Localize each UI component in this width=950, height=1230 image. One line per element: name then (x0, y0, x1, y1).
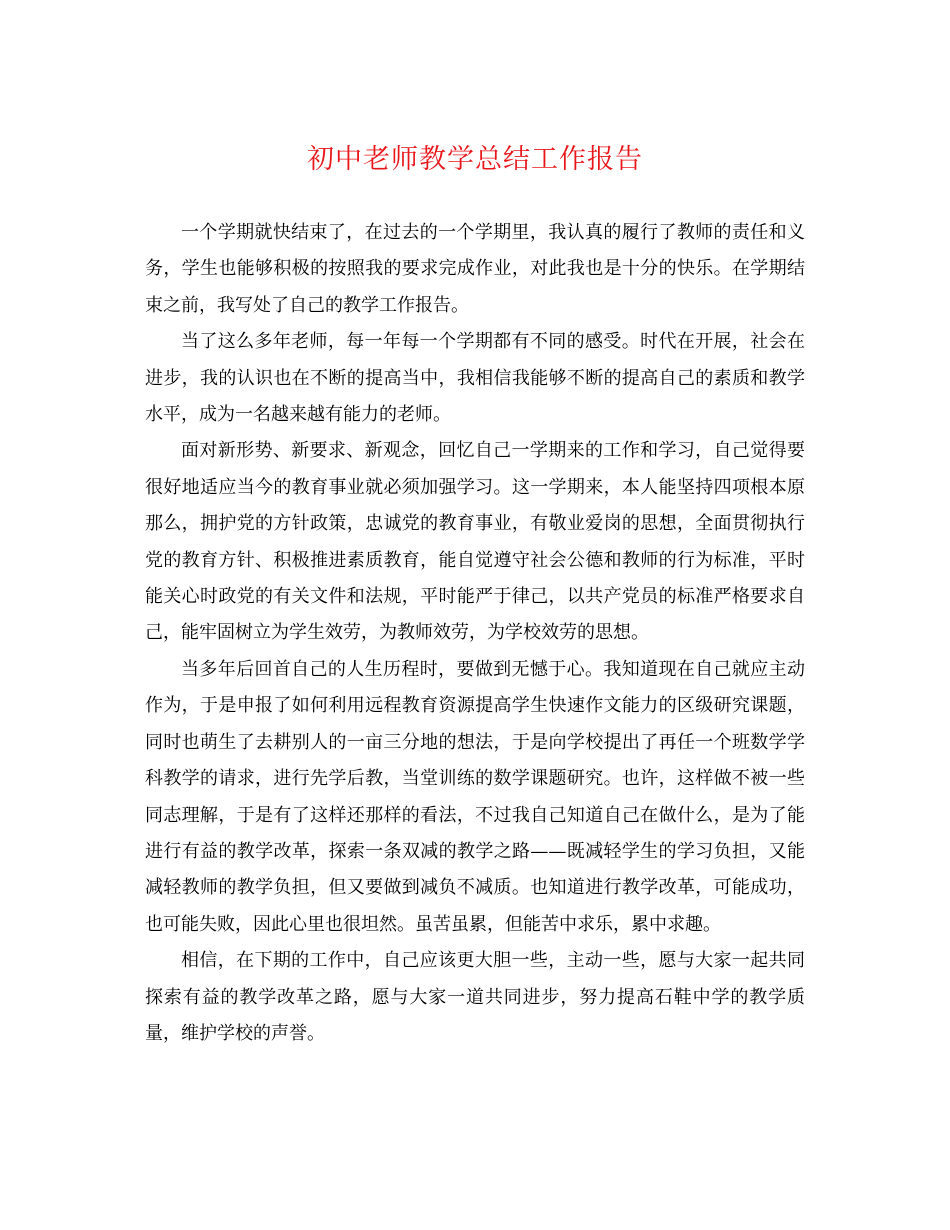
paragraph-1: 一个学期就快结束了，在过去的一个学期里，我认真的履行了教师的责任和义务，学生也能够积极的按照我的要求完成作业，对此我也是十分的快乐。在学期结束之前，我写处了自己的教学工作报告。 (145, 222, 805, 316)
paragraph-2: 当了这么多年老师，每一年每一个学期都有不同的感受。时代在开展，社会在进步，我的认识也在不断的提高当中，我相信我能够不断的提高自己的素质和教学水平，成为一名越来越有能力的老师。 (145, 331, 805, 426)
paragraph-5: 相信，在下期的工作中，自己应该更大胆一些，主动一些，愿与大家一起共同探索有益的教学改革之路，愿与大家一道共同进步，努力提高石鞋中学的教学质量，维护学校的声誉。 (145, 950, 805, 1044)
paragraph-3: 面对新形势、新要求、新观念，回忆自己一学期来的工作和学习，自己觉得要很好地适应当今的教育事业就必须加强学习。这一学期来，本人能坚持四项根本原那么，拥护党的方针政策，忠诚党的教育事业，有敬业爱岗的思想，全面贯彻执行党的教育方针、积极推进素质教育，能自觉遵守社会公德和教师的行为标准，平时能关心时政党的有关文件和法规，平时能严于律己，以共产党员的标准严格要求自己，能牢固树立为学生效劳，为教师效劳，为学校效劳的思想。 (145, 440, 805, 644)
paragraph-4: 当多年后回首自己的人生历程时，要做到无憾于心。我知道现在自己就应主动作为，于是申报了如何利用远程教育资源提高学生快速作文能力的区级研究课题，同时也萌生了去耕别人的一亩三分地的想法，于是向学校提出了再任一个班数学学科教学的请求，进行先学后教，当堂训练的数学课题研究。也许，这样做不被一些同志理解，于是有了这样还那样的看法，不过我自己知道自己在做什么，是为了能进行有益的教学改革，探索一条双减的教学之路——既减轻学生的学习负担，又能减轻教师的教学负担，但又要做到减负不减质。也知道进行教学改革，可能成功，也可能失败，因此心里也很坦然。虽苦虽累，但能苦中求乐，累中求趣。 (145, 658, 805, 935)
document-body (145, 215, 805, 1052)
document-title: 初中老师教学总结工作报告 (307, 144, 643, 175)
